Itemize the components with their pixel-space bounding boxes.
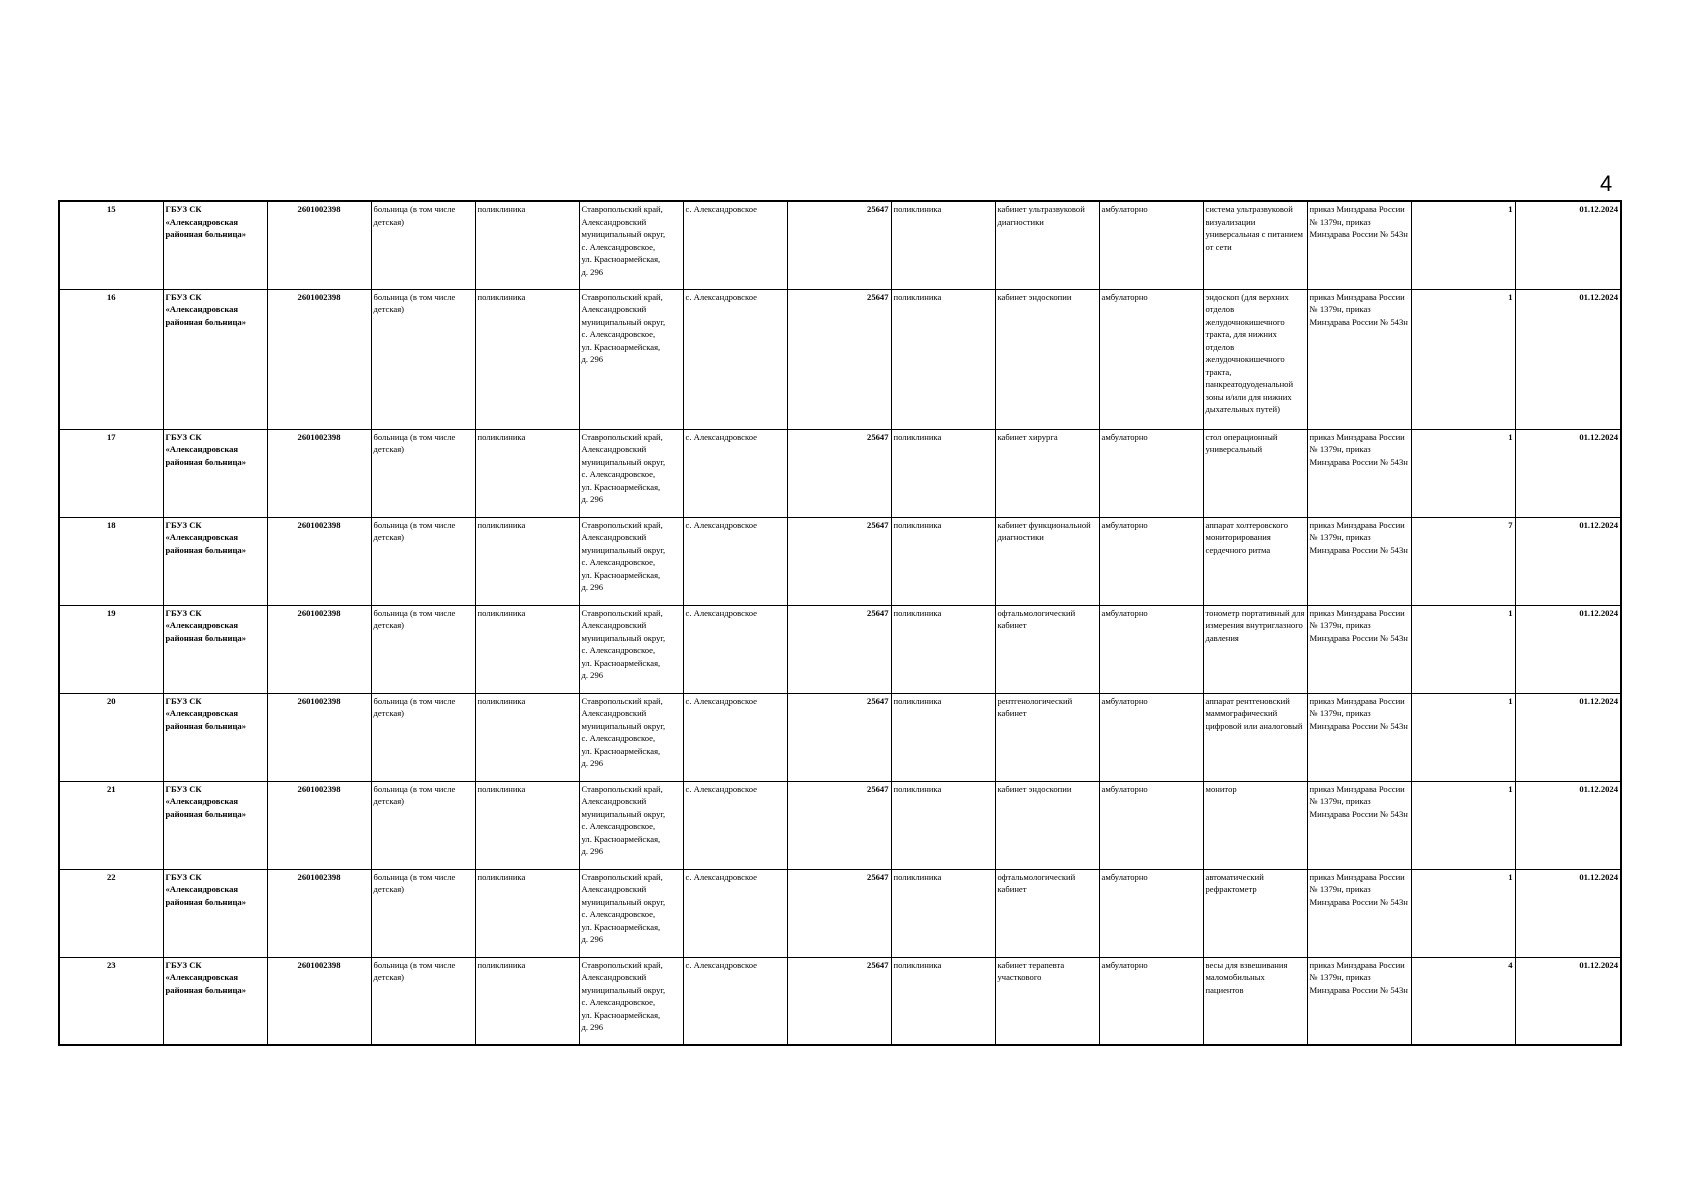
equipment-quantity: 1 bbox=[1508, 695, 1513, 706]
unit-address-cell bbox=[579, 781, 683, 869]
organization-inn: 2601002398 bbox=[297, 607, 341, 618]
organization-inn-cell bbox=[267, 289, 371, 429]
equipment-name: тонометр портативный для измерения внутриглазного давления bbox=[1205, 607, 1305, 643]
structural-unit-cell bbox=[475, 957, 579, 1045]
row-number: 17 bbox=[106, 431, 116, 442]
subunit-cell bbox=[891, 201, 995, 289]
structural-unit-cell bbox=[475, 869, 579, 957]
supply-date: 01.12.2024 bbox=[1579, 431, 1618, 442]
unit-address: Ставропольский край, Александровский муниципальный округ, с. Александровское, ул. Красноармейская, д. 296 bbox=[581, 871, 666, 944]
locality: с. Александровское bbox=[685, 695, 757, 706]
table-row bbox=[59, 957, 1621, 1045]
organization-name-cell bbox=[163, 693, 267, 781]
equipment-quantity: 1 bbox=[1508, 607, 1513, 618]
regulatory-order: приказ Минздрава России № 1379н, приказ Минздрава России № 543н bbox=[1309, 783, 1408, 819]
row-number: 19 bbox=[106, 607, 116, 618]
organization-type: больница (в том числе детская) bbox=[373, 519, 456, 542]
structural-unit-cell bbox=[475, 429, 579, 517]
equipment-registry-table bbox=[58, 200, 1622, 1046]
page-number: 4 bbox=[1600, 171, 1613, 196]
organization-name-cell bbox=[163, 201, 267, 289]
locality-code: 25647 bbox=[867, 959, 889, 970]
unit-address: Ставропольский край, Александровский муниципальный округ, с. Александровское, ул. Красноармейская, д. 296 bbox=[581, 959, 666, 1032]
row-number-cell bbox=[59, 289, 163, 429]
unit-address-cell bbox=[579, 957, 683, 1045]
organization-type-cell bbox=[371, 869, 475, 957]
unit-address: Ставропольский край, Александровский муниципальный округ, с. Александровское, ул. Красноармейская, д. 296 bbox=[581, 783, 666, 856]
organization-name-cell bbox=[163, 957, 267, 1045]
locality-cell bbox=[683, 605, 787, 693]
organization-inn-cell bbox=[267, 869, 371, 957]
subunit-cell bbox=[891, 957, 995, 1045]
equipment-name-cell bbox=[1203, 781, 1307, 869]
unit-address: Ставропольский край, Александровский муниципальный округ, с. Александровское, ул. Красноармейская, д. 296 bbox=[581, 431, 666, 504]
unit-address: Ставропольский край, Александровский муниципальный округ, с. Александровское, ул. Красноармейская, д. 296 bbox=[581, 607, 666, 680]
table-row bbox=[59, 289, 1621, 429]
organization-type-cell bbox=[371, 605, 475, 693]
regulatory-order-cell bbox=[1307, 869, 1411, 957]
organization-inn: 2601002398 bbox=[297, 959, 341, 970]
organization-name-cell bbox=[163, 289, 267, 429]
supply-date-cell bbox=[1515, 289, 1621, 429]
cabinet: кабинет эндоскопии bbox=[997, 783, 1072, 794]
locality-code-cell bbox=[787, 869, 891, 957]
regulatory-order-cell bbox=[1307, 693, 1411, 781]
equipment-name: автоматический рефрактометр bbox=[1205, 871, 1264, 894]
locality-code: 25647 bbox=[867, 783, 889, 794]
locality-code: 25647 bbox=[867, 607, 889, 618]
organization-type: больница (в том числе детская) bbox=[373, 291, 456, 314]
supply-date: 01.12.2024 bbox=[1579, 695, 1618, 706]
organization-inn-cell bbox=[267, 201, 371, 289]
care-condition: амбулаторно bbox=[1101, 959, 1148, 970]
supply-date: 01.12.2024 bbox=[1579, 291, 1618, 302]
organization-name-cell bbox=[163, 869, 267, 957]
locality-code: 25647 bbox=[867, 431, 889, 442]
equipment-name-cell bbox=[1203, 429, 1307, 517]
subunit: поликлиника bbox=[893, 783, 942, 794]
row-number: 15 bbox=[106, 204, 116, 214]
equipment-quantity-cell bbox=[1411, 517, 1515, 605]
care-condition-cell bbox=[1099, 605, 1203, 693]
care-condition: амбулаторно bbox=[1101, 783, 1148, 794]
organization-type: больница (в том числе детская) bbox=[373, 431, 456, 454]
equipment-name-cell bbox=[1203, 693, 1307, 781]
subunit-cell bbox=[891, 429, 995, 517]
care-condition: амбулаторно bbox=[1101, 519, 1148, 530]
organization-inn: 2601002398 bbox=[297, 291, 341, 302]
care-condition-cell bbox=[1099, 869, 1203, 957]
organization-type-cell bbox=[371, 429, 475, 517]
regulatory-order-cell bbox=[1307, 605, 1411, 693]
equipment-quantity: 7 bbox=[1508, 519, 1513, 530]
cabinet-cell bbox=[995, 781, 1099, 869]
equipment-quantity: 1 bbox=[1508, 783, 1513, 794]
row-number-cell bbox=[59, 517, 163, 605]
regulatory-order: приказ Минздрава России № 1379н, приказ Минздрава России № 543н bbox=[1309, 204, 1408, 239]
equipment-quantity-cell bbox=[1411, 289, 1515, 429]
structural-unit: поликлиника bbox=[477, 695, 526, 706]
organization-type: больница (в том числе детская) bbox=[373, 783, 456, 806]
organization-type-cell bbox=[371, 693, 475, 781]
organization-name: ГБУЗ СК «Александровская районная больница» bbox=[165, 204, 247, 239]
equipment-quantity-cell bbox=[1411, 869, 1515, 957]
subunit-cell bbox=[891, 605, 995, 693]
structural-unit-cell bbox=[475, 201, 579, 289]
regulatory-order: приказ Минздрава России № 1379н, приказ Минздрава России № 543н bbox=[1309, 431, 1408, 467]
locality-cell bbox=[683, 517, 787, 605]
cabinet: офтальмологический кабинет bbox=[997, 871, 1076, 894]
locality-code: 25647 bbox=[867, 291, 889, 302]
equipment-name-cell bbox=[1203, 605, 1307, 693]
locality-cell bbox=[683, 781, 787, 869]
cabinet: офтальмологический кабинет bbox=[997, 607, 1076, 630]
care-condition: амбулаторно bbox=[1101, 431, 1148, 442]
row-number-cell bbox=[59, 869, 163, 957]
care-condition-cell bbox=[1099, 781, 1203, 869]
unit-address: Ставропольский край, Александровский муниципальный округ, с. Александровское, ул. Красноармейская, д. 296 bbox=[581, 695, 666, 768]
organization-name: ГБУЗ СК «Александровская районная больница» bbox=[165, 871, 247, 907]
locality-cell bbox=[683, 957, 787, 1045]
row-number: 22 bbox=[106, 871, 116, 882]
structural-unit-cell bbox=[475, 693, 579, 781]
cabinet: кабинет ультразвуковой диагностики bbox=[997, 204, 1085, 227]
equipment-quantity-cell bbox=[1411, 605, 1515, 693]
care-condition-cell bbox=[1099, 517, 1203, 605]
row-number: 16 bbox=[106, 291, 116, 302]
subunit-cell bbox=[891, 781, 995, 869]
organization-name-cell bbox=[163, 781, 267, 869]
regulatory-order: приказ Минздрава России № 1379н, приказ Минздрава России № 543н bbox=[1309, 959, 1408, 995]
equipment-quantity-cell bbox=[1411, 957, 1515, 1045]
structural-unit: поликлиника bbox=[477, 783, 526, 794]
supply-date-cell bbox=[1515, 957, 1621, 1045]
equipment-quantity: 1 bbox=[1508, 204, 1513, 214]
cabinet: рентгенологический кабинет bbox=[997, 695, 1073, 718]
unit-address-cell bbox=[579, 693, 683, 781]
cabinet-cell bbox=[995, 957, 1099, 1045]
equipment-quantity: 1 bbox=[1508, 431, 1513, 442]
organization-inn-cell bbox=[267, 605, 371, 693]
structural-unit: поликлиника bbox=[477, 607, 526, 618]
structural-unit: поликлиника bbox=[477, 959, 526, 970]
equipment-name-cell bbox=[1203, 957, 1307, 1045]
table-row bbox=[59, 605, 1621, 693]
organization-inn-cell bbox=[267, 781, 371, 869]
cabinet-cell bbox=[995, 429, 1099, 517]
table-row bbox=[59, 201, 1621, 289]
equipment-name: аппарат рентгеновский маммографический цифровой или аналоговый bbox=[1205, 695, 1303, 731]
registry-body bbox=[59, 201, 1621, 1045]
unit-address-cell bbox=[579, 289, 683, 429]
subunit: поликлиника bbox=[893, 431, 942, 442]
care-condition: амбулаторно bbox=[1101, 204, 1148, 214]
care-condition: амбулаторно bbox=[1101, 695, 1148, 706]
cabinet-cell bbox=[995, 605, 1099, 693]
locality: с. Александровское bbox=[685, 519, 757, 530]
supply-date-cell bbox=[1515, 201, 1621, 289]
equipment-name: система ультразвуковой визуализации универсальная с питанием от сети bbox=[1205, 204, 1303, 252]
regulatory-order-cell bbox=[1307, 429, 1411, 517]
organization-name: ГБУЗ СК «Александровская районная больница» bbox=[165, 783, 247, 819]
organization-name: ГБУЗ СК «Александровская районная больница» bbox=[165, 607, 247, 643]
organization-inn-cell bbox=[267, 429, 371, 517]
organization-inn-cell bbox=[267, 517, 371, 605]
organization-name-cell bbox=[163, 605, 267, 693]
structural-unit-cell bbox=[475, 289, 579, 429]
care-condition: амбулаторно bbox=[1101, 291, 1148, 302]
table-row bbox=[59, 693, 1621, 781]
organization-name: ГБУЗ СК «Александровская районная больница» bbox=[165, 959, 247, 995]
regulatory-order-cell bbox=[1307, 957, 1411, 1045]
regulatory-order: приказ Минздрава России № 1379н, приказ Минздрава России № 543н bbox=[1309, 695, 1408, 731]
equipment-name: весы для взвешивания маломобильных пациентов bbox=[1205, 959, 1288, 995]
row-number: 20 bbox=[106, 695, 116, 706]
locality-code-cell bbox=[787, 517, 891, 605]
equipment-name-cell bbox=[1203, 289, 1307, 429]
locality-code: 25647 bbox=[867, 695, 889, 706]
structural-unit: поликлиника bbox=[477, 871, 526, 882]
supply-date: 01.12.2024 bbox=[1579, 204, 1618, 214]
equipment-quantity: 1 bbox=[1508, 871, 1513, 882]
cabinet: кабинет хирурга bbox=[997, 431, 1058, 442]
unit-address-cell bbox=[579, 429, 683, 517]
locality-code-cell bbox=[787, 957, 891, 1045]
locality-code: 25647 bbox=[867, 204, 889, 214]
cabinet-cell bbox=[995, 869, 1099, 957]
subunit: поликлиника bbox=[893, 959, 942, 970]
table-row bbox=[59, 429, 1621, 517]
subunit: поликлиника bbox=[893, 204, 942, 214]
regulatory-order: приказ Минздрава России № 1379н, приказ Минздрава России № 543н bbox=[1309, 871, 1408, 907]
cabinet-cell bbox=[995, 289, 1099, 429]
subunit-cell bbox=[891, 289, 995, 429]
locality: с. Александровское bbox=[685, 607, 757, 618]
care-condition-cell bbox=[1099, 693, 1203, 781]
subunit: поликлиника bbox=[893, 607, 942, 618]
equipment-name-cell bbox=[1203, 869, 1307, 957]
subunit: поликлиника bbox=[893, 519, 942, 530]
locality-cell bbox=[683, 869, 787, 957]
unit-address: Ставропольский край, Александровский муниципальный округ, с. Александровское, ул. Красноармейская, д. 296 bbox=[581, 204, 666, 277]
table-row bbox=[59, 781, 1621, 869]
row-number-cell bbox=[59, 201, 163, 289]
organization-name: ГБУЗ СК «Александровская районная больница» bbox=[165, 291, 247, 327]
subunit-cell bbox=[891, 517, 995, 605]
locality: с. Александровское bbox=[685, 871, 757, 882]
locality-cell bbox=[683, 289, 787, 429]
cabinet: кабинет функциональной диагностики bbox=[997, 519, 1091, 542]
organization-type-cell bbox=[371, 517, 475, 605]
regulatory-order-cell bbox=[1307, 289, 1411, 429]
organization-inn: 2601002398 bbox=[297, 204, 341, 214]
row-number-cell bbox=[59, 781, 163, 869]
equipment-quantity-cell bbox=[1411, 781, 1515, 869]
equipment-name: стол операционный универсальный bbox=[1205, 431, 1278, 454]
cabinet-cell bbox=[995, 693, 1099, 781]
organization-name: ГБУЗ СК «Александровская районная больница» bbox=[165, 431, 247, 467]
row-number-cell bbox=[59, 693, 163, 781]
structural-unit: поликлиника bbox=[477, 519, 526, 530]
table-row bbox=[59, 869, 1621, 957]
organization-name: ГБУЗ СК «Александровская районная больница» bbox=[165, 519, 247, 555]
table-row bbox=[59, 517, 1621, 605]
structural-unit-cell bbox=[475, 517, 579, 605]
supply-date: 01.12.2024 bbox=[1579, 783, 1618, 794]
supply-date-cell bbox=[1515, 605, 1621, 693]
unit-address: Ставропольский край, Александровский муниципальный округ, с. Александровское, ул. Красноармейская, д. 296 bbox=[581, 519, 666, 592]
organization-inn: 2601002398 bbox=[297, 431, 341, 442]
subunit: поликлиника bbox=[893, 291, 942, 302]
locality-code-cell bbox=[787, 201, 891, 289]
regulatory-order-cell bbox=[1307, 517, 1411, 605]
locality-cell bbox=[683, 201, 787, 289]
equipment-quantity-cell bbox=[1411, 429, 1515, 517]
locality: с. Александровское bbox=[685, 291, 757, 302]
locality-code-cell bbox=[787, 693, 891, 781]
locality: с. Александровское bbox=[685, 959, 757, 970]
row-number: 18 bbox=[106, 519, 116, 530]
locality: с. Александровское bbox=[685, 431, 757, 442]
equipment-quantity: 1 bbox=[1508, 291, 1513, 302]
organization-name: ГБУЗ СК «Александровская районная больница» bbox=[165, 695, 247, 731]
unit-address: Ставропольский край, Александровский муниципальный округ, с. Александровское, ул. Красноармейская, д. 296 bbox=[581, 291, 666, 364]
equipment-quantity: 4 bbox=[1508, 959, 1513, 970]
locality-code-cell bbox=[787, 429, 891, 517]
locality-code: 25647 bbox=[867, 871, 889, 882]
equipment-name: эндоскоп (для верхних отделов желудочнокишечного тракта, для нижних отделов желудочнокишечного тракта, панкреатодуоденальной зоны и/или для нижних дыхательных путей) bbox=[1205, 291, 1294, 414]
organization-type: больница (в том числе детская) bbox=[373, 871, 456, 894]
supply-date: 01.12.2024 bbox=[1579, 519, 1618, 530]
organization-inn: 2601002398 bbox=[297, 783, 341, 794]
cabinet-cell bbox=[995, 517, 1099, 605]
locality-code: 25647 bbox=[867, 519, 889, 530]
subunit-cell bbox=[891, 869, 995, 957]
locality: с. Александровское bbox=[685, 204, 757, 214]
care-condition: амбулаторно bbox=[1101, 607, 1148, 618]
organization-type: больница (в том числе детская) bbox=[373, 607, 456, 630]
unit-address-cell bbox=[579, 201, 683, 289]
unit-address-cell bbox=[579, 605, 683, 693]
structural-unit-cell bbox=[475, 781, 579, 869]
organization-name-cell bbox=[163, 429, 267, 517]
row-number: 21 bbox=[106, 783, 116, 794]
structural-unit-cell bbox=[475, 605, 579, 693]
row-number-cell bbox=[59, 957, 163, 1045]
organization-name-cell bbox=[163, 517, 267, 605]
care-condition-cell bbox=[1099, 289, 1203, 429]
organization-type-cell bbox=[371, 957, 475, 1045]
supply-date-cell bbox=[1515, 517, 1621, 605]
equipment-name: аппарат холтеровского мониторирования сердечного ритма bbox=[1205, 519, 1289, 555]
organization-type: больница (в том числе детская) bbox=[373, 695, 456, 718]
equipment-name: монитор bbox=[1205, 783, 1237, 794]
regulatory-order-cell bbox=[1307, 201, 1411, 289]
cabinet: кабинет эндоскопии bbox=[997, 291, 1072, 302]
row-number-cell bbox=[59, 605, 163, 693]
organization-type-cell bbox=[371, 781, 475, 869]
structural-unit: поликлиника bbox=[477, 204, 526, 214]
supply-date: 01.12.2024 bbox=[1579, 959, 1618, 970]
regulatory-order: приказ Минздрава России № 1379н, приказ Минздрава России № 543н bbox=[1309, 291, 1408, 327]
supply-date-cell bbox=[1515, 429, 1621, 517]
supply-date-cell bbox=[1515, 781, 1621, 869]
regulatory-order: приказ Минздрава России № 1379н, приказ Минздрава России № 543н bbox=[1309, 607, 1408, 643]
unit-address-cell bbox=[579, 869, 683, 957]
locality-code-cell bbox=[787, 605, 891, 693]
organization-inn-cell bbox=[267, 693, 371, 781]
organization-type-cell bbox=[371, 289, 475, 429]
subunit-cell bbox=[891, 693, 995, 781]
organization-inn-cell bbox=[267, 957, 371, 1045]
supply-date-cell bbox=[1515, 869, 1621, 957]
care-condition: амбулаторно bbox=[1101, 871, 1148, 882]
regulatory-order-cell bbox=[1307, 781, 1411, 869]
supply-date: 01.12.2024 bbox=[1579, 607, 1618, 618]
organization-inn: 2601002398 bbox=[297, 871, 341, 882]
cabinet-cell bbox=[995, 201, 1099, 289]
structural-unit: поликлиника bbox=[477, 291, 526, 302]
structural-unit: поликлиника bbox=[477, 431, 526, 442]
locality-code-cell bbox=[787, 289, 891, 429]
equipment-name-cell bbox=[1203, 517, 1307, 605]
organization-inn: 2601002398 bbox=[297, 519, 341, 530]
cabinet: кабинет терапевта участкового bbox=[997, 959, 1065, 982]
care-condition-cell bbox=[1099, 957, 1203, 1045]
locality: с. Александровское bbox=[685, 783, 757, 794]
organization-type: больница (в том числе детская) bbox=[373, 959, 456, 982]
row-number-cell bbox=[59, 429, 163, 517]
subunit: поликлиника bbox=[893, 871, 942, 882]
equipment-quantity-cell bbox=[1411, 693, 1515, 781]
locality-code-cell bbox=[787, 781, 891, 869]
equipment-quantity-cell bbox=[1411, 201, 1515, 289]
locality-cell bbox=[683, 429, 787, 517]
unit-address-cell bbox=[579, 517, 683, 605]
supply-date-cell bbox=[1515, 693, 1621, 781]
organization-type: больница (в том числе детская) bbox=[373, 204, 456, 227]
care-condition-cell bbox=[1099, 201, 1203, 289]
regulatory-order: приказ Минздрава России № 1379н, приказ Минздрава России № 543н bbox=[1309, 519, 1408, 555]
row-number: 23 bbox=[106, 959, 116, 970]
organization-type-cell bbox=[371, 201, 475, 289]
organization-inn: 2601002398 bbox=[297, 695, 341, 706]
equipment-name-cell bbox=[1203, 201, 1307, 289]
subunit: поликлиника bbox=[893, 695, 942, 706]
locality-cell bbox=[683, 693, 787, 781]
supply-date: 01.12.2024 bbox=[1579, 871, 1618, 882]
care-condition-cell bbox=[1099, 429, 1203, 517]
